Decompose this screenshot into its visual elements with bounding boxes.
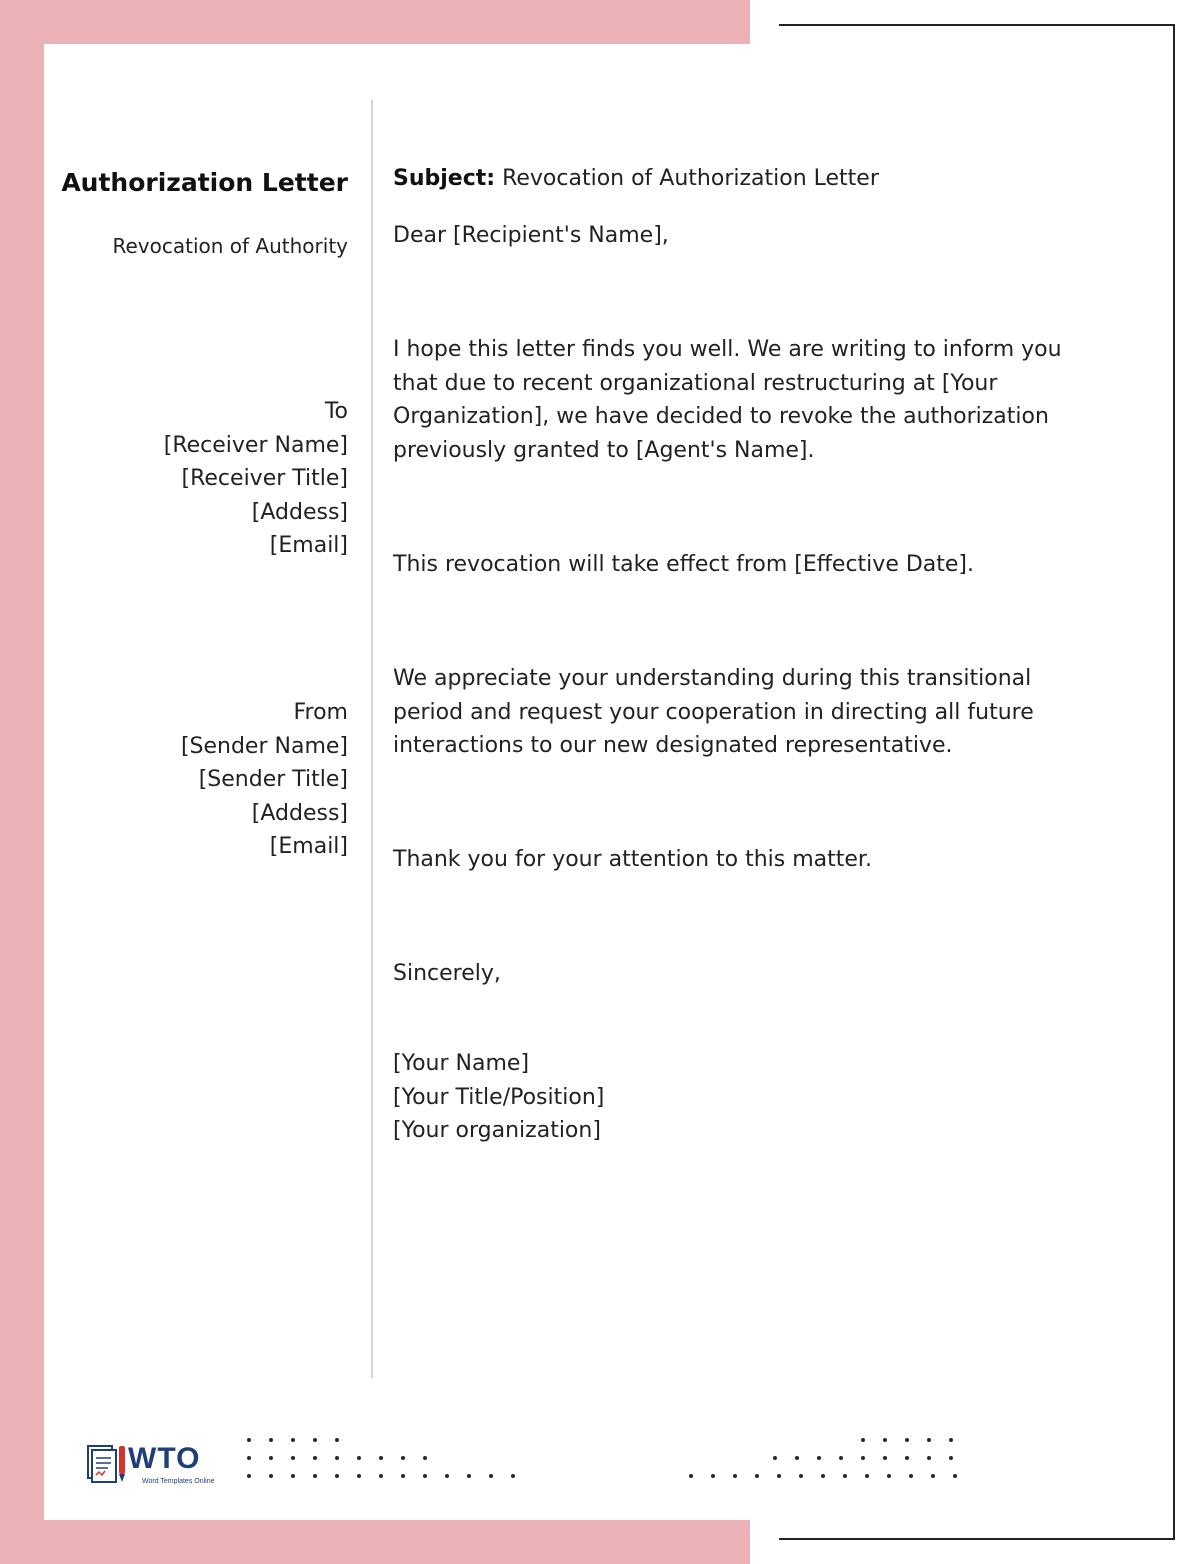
decorative-dot <box>489 1474 493 1478</box>
decorative-dot <box>799 1474 803 1478</box>
decorative-dot <box>291 1438 295 1442</box>
decorative-dot <box>843 1474 847 1478</box>
decorative-dot <box>905 1456 909 1460</box>
decorative-dot <box>861 1456 865 1460</box>
decorative-dot <box>379 1474 383 1478</box>
decorative-dot <box>949 1438 953 1442</box>
decorative-dot <box>883 1456 887 1460</box>
subject-text: Revocation of Authorization Letter <box>495 166 879 191</box>
body-paragraph: I hope this letter finds you well. We are writing to inform you that due to recent organizational restructuring at [Your Organization], we have decided to revoke the authorization previously granted to [Agent's Name]. <box>393 337 1062 463</box>
decorative-dot <box>291 1474 295 1478</box>
decorative-dot <box>905 1438 909 1442</box>
document-pen-icon <box>86 1442 130 1488</box>
greeting: Dear [Recipient's Name], <box>393 223 669 248</box>
subject-line <box>393 162 1093 196</box>
decorative-dot <box>247 1438 251 1442</box>
decorative-dot <box>357 1474 361 1478</box>
decorative-dot <box>755 1474 759 1478</box>
from-label: From <box>293 700 348 725</box>
decorative-dot <box>467 1474 471 1478</box>
receiver-email: [Email] <box>269 533 348 558</box>
sender-title: [Sender Title] <box>198 767 348 792</box>
decorative-dot <box>269 1438 273 1442</box>
recipient-address-block <box>40 395 348 563</box>
decorative-dot <box>357 1456 361 1460</box>
decorative-dot <box>313 1456 317 1460</box>
decorative-dot <box>927 1456 931 1460</box>
decorative-dot <box>313 1474 317 1478</box>
decorative-dot <box>379 1456 383 1460</box>
decorative-dot <box>773 1456 777 1460</box>
decorative-dot <box>817 1456 821 1460</box>
sender-address: [Addess] <box>251 800 348 826</box>
decorative-dot <box>927 1438 931 1442</box>
signature-name: [Your Name] <box>393 1051 530 1076</box>
decorative-dot <box>401 1456 405 1460</box>
decorative-dot <box>689 1474 693 1478</box>
decorative-dot <box>795 1456 799 1460</box>
wto-logo <box>86 1440 226 1490</box>
body-paragraph: We appreciate your understanding during this transitional period and request your cooperation in directing all future interactions to our new designated representative. <box>393 666 1034 758</box>
decorative-dot <box>423 1474 427 1478</box>
decorative-dot <box>821 1474 825 1478</box>
decorative-dot <box>423 1456 427 1460</box>
signature-block <box>393 1047 1093 1148</box>
subject-label: Subject: <box>393 166 496 191</box>
decorative-dot <box>269 1456 273 1460</box>
decorative-dot <box>883 1438 887 1442</box>
signature-organization: [Your organization] <box>393 1118 601 1143</box>
column-divider <box>371 100 373 1378</box>
decorative-dot <box>401 1474 405 1478</box>
decorative-dot <box>887 1474 891 1478</box>
decorative-dot <box>777 1474 781 1478</box>
decorative-dot <box>335 1456 339 1460</box>
decorative-dot <box>335 1474 339 1478</box>
decorative-dot <box>953 1474 957 1478</box>
decorative-dot <box>269 1474 273 1478</box>
decorative-dot <box>931 1474 935 1478</box>
to-label: To <box>324 399 348 424</box>
document-subtitle: Revocation of Authority <box>112 234 348 258</box>
decorative-dot <box>511 1474 515 1478</box>
decorative-dot <box>247 1474 251 1478</box>
decorative-dot <box>949 1456 953 1460</box>
decorative-dot <box>861 1438 865 1442</box>
decorative-dot <box>335 1438 339 1442</box>
receiver-address: [Addess] <box>251 499 348 525</box>
decorative-dot <box>711 1474 715 1478</box>
decorative-dot <box>291 1456 295 1460</box>
body-paragraph: This revocation will take effect from [Effective Date]. <box>393 552 975 577</box>
decorative-dot <box>247 1456 251 1460</box>
document-title: Authorization Letter <box>61 168 348 197</box>
decorative-dot <box>445 1474 449 1478</box>
receiver-title: [Receiver Title] <box>181 466 348 491</box>
decorative-dot <box>839 1456 843 1460</box>
decorative-dot <box>909 1474 913 1478</box>
decorative-dot <box>865 1474 869 1478</box>
decorative-dot <box>313 1438 317 1442</box>
decorative-dot <box>733 1474 737 1478</box>
closing: Sincerely, <box>393 961 501 986</box>
sender-email: [Email] <box>269 834 348 859</box>
body-paragraph: Thank you for your attention to this matter. <box>393 847 872 872</box>
signature-title: [Your Title/Position] <box>393 1084 605 1110</box>
logo-wordmark: WTO <box>128 1442 201 1475</box>
sender-name: [Sender Name] <box>180 733 348 759</box>
sender-address-block <box>40 696 348 864</box>
receiver-name: [Receiver Name] <box>163 432 348 458</box>
logo-tagline: Word Templates Online <box>142 1478 215 1485</box>
